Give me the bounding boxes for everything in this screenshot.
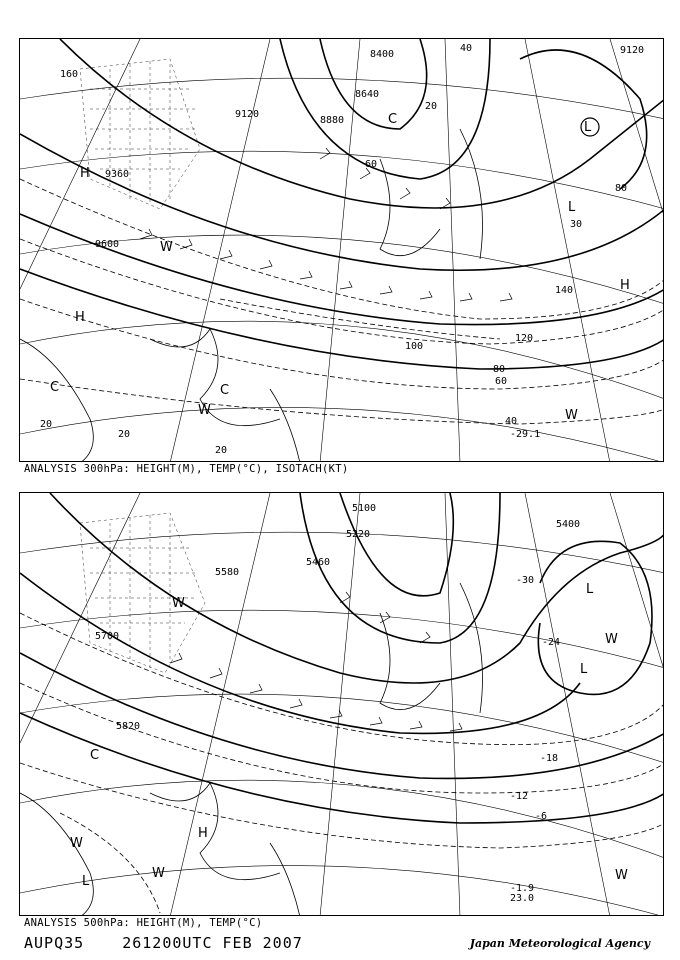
height-label: 5460 [306,557,331,568]
height-label: 9120 [235,109,260,120]
temp-label: -1.9 [510,883,535,894]
isotach-label: 20 [40,419,53,430]
temp-label: -12 [510,791,529,802]
center-marker: C [388,112,398,127]
center-marker: L [584,120,592,135]
center-marker: W [172,596,185,611]
height-label: 9360 [105,169,130,180]
isotach-label: 80 [615,183,628,194]
isotach-label: 120 [515,333,534,344]
isotach-label: 160 [60,69,79,80]
height-label: 8640 [355,89,380,100]
center-marker: L [586,582,594,597]
center-marker: W [70,836,83,851]
chart-code: AUPQ35 [24,934,85,952]
isotach-label: 60 [495,376,508,387]
temp-label: -18 [540,753,559,764]
height-label: 8880 [320,115,345,126]
isotach-label: 60 [365,159,378,170]
temp-label: -29.1 [510,429,541,440]
isotach-label: 20 [425,101,438,112]
height-label: 5580 [215,567,240,578]
isotach-label: 80 [493,364,506,375]
graticule [20,39,664,462]
map-panel-300hpa [19,38,664,462]
chart-datetime: 261200UTC FEB 2007 [122,934,303,952]
height-label: 5700 [95,631,120,642]
panel-caption-500hpa: ANALYSIS 500hPa: HEIGHT(M), TEMP(°C) [24,917,263,929]
isotherm-lines [20,613,664,913]
wind-barbs [170,592,462,731]
map-panel-500hpa [19,492,664,916]
terrain-hatch [80,513,205,673]
center-marker: W [160,240,173,255]
center-marker: H [75,310,85,325]
temp-label: 23.0 [510,893,535,904]
map-300hpa-graphic [20,39,664,462]
isotach-label: 20 [118,429,131,440]
center-marker: C [50,380,60,395]
temp-label: -30 [516,575,535,586]
isotach-label: 30 [570,219,583,230]
map-500hpa-graphic [20,493,664,916]
center-marker: H [80,166,90,181]
height-label: 5820 [116,721,141,732]
temp-label: -6 [535,811,548,822]
isotach-label: 140 [555,285,574,296]
height-label: 8400 [370,49,395,60]
center-marker: W [565,408,578,423]
temp-label: -24 [542,637,561,648]
isotach-label: 40 [460,43,473,54]
center-marker: L [82,874,90,889]
height-contours [20,493,664,823]
height-label: 9120 [620,45,645,56]
height-label: 9600 [95,239,120,250]
center-marker: C [90,748,100,763]
center-marker: W [152,866,165,881]
panel-caption-300hpa: ANALYSIS 300hPa: HEIGHT(M), TEMP(°C), ISOTACH(KT) [24,463,349,475]
height-label: 5400 [556,519,581,530]
center-marker: W [198,403,211,418]
center-marker: H [620,278,630,293]
agency-name: Japan Meteorological Agency [469,937,650,950]
center-marker: W [615,868,628,883]
center-marker: L [580,662,588,677]
center-marker: L [568,200,576,215]
isotach-label: 20 [215,445,228,456]
isotach-label: 100 [405,341,424,352]
chart-footer [24,934,331,952]
center-marker: H [198,826,208,841]
center-marker: C [220,383,230,398]
height-label: 5220 [346,529,371,540]
height-label: 5100 [352,503,377,514]
center-marker: W [605,632,618,647]
isotach-label: 40 [505,416,518,427]
